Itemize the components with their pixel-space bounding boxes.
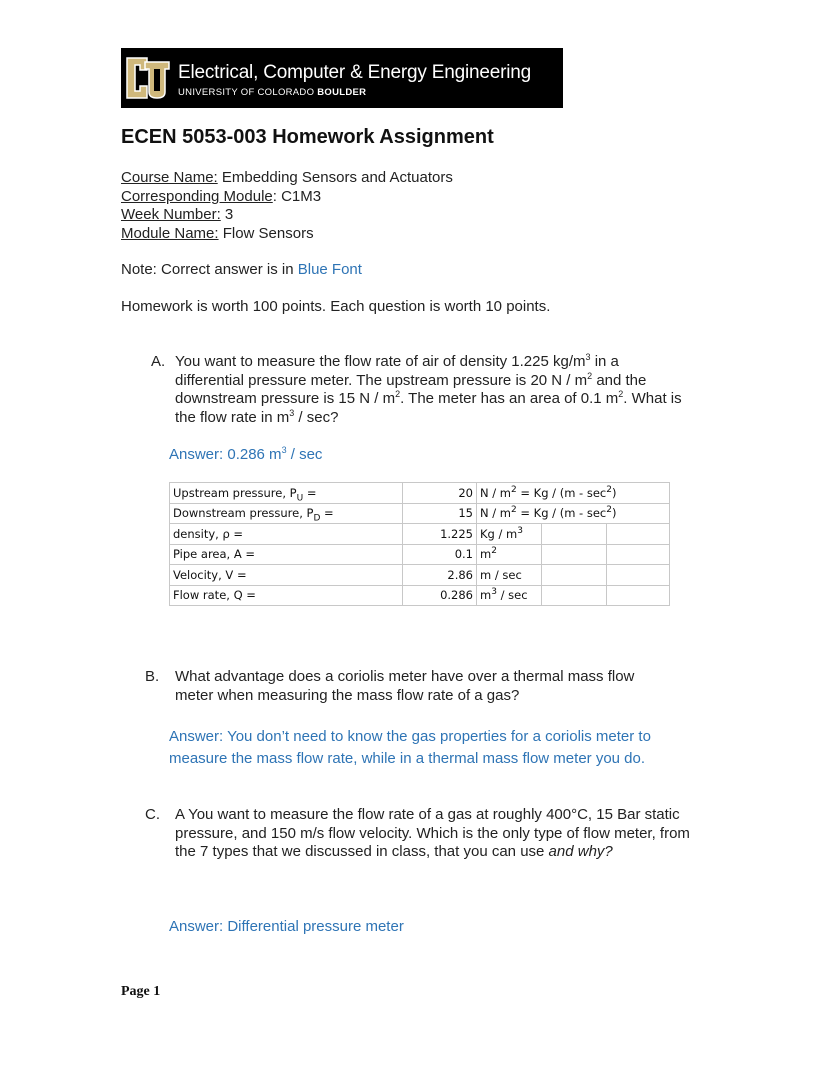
row-unit: $m^3$ / sec [477, 585, 542, 606]
row-value: 2.86 [403, 565, 477, 586]
empty-cell [542, 524, 607, 545]
row-label: Downstream pressure, $P_D$ = [170, 503, 403, 524]
empty-cell [607, 565, 670, 586]
page-title: ECEN 5053-003 Homework Assignment [121, 126, 494, 148]
question-b-text: What advantage does a coriolis meter have over a thermal mass flow meter when measuring the mass flow rate of a gas? [175, 668, 635, 704]
table-row [170, 503, 670, 524]
row-unit: $N / m^2 = Kg / (m - \sec^2)$ [477, 503, 670, 524]
calculation-table [169, 482, 670, 606]
empty-cell [607, 585, 670, 606]
page-number: Page 1 [121, 984, 161, 999]
question-c-label: C. [145, 806, 160, 823]
answer-b: Answer: You don’t need to know the gas properties for a coriolis meter to measure the mass flow rate, while in a thermal mass flow meter you do. [169, 728, 651, 767]
week-line: Week Number: 3 [121, 206, 234, 223]
table-row [170, 524, 670, 545]
row-value: 1.225 [403, 524, 477, 545]
row-unit: m / sec [477, 565, 542, 586]
question-a-text: You want to measure the flow rate of air of density 1.225 $kg/m^3$ in a differential pressure meter. The upstream pressure is 20 N / $m^2$ and the downstream pressure is 15 N / $m^2$. The meter has an area of 0.1 $m^2$. What is the flow rate in $m^3$ / sec? [175, 352, 682, 427]
banner-title: Electrical, Computer & Energy Engineering [178, 62, 531, 83]
row-value: 0.286 [403, 585, 477, 606]
row-unit: Kg / $m^3$ [477, 524, 542, 545]
row-label: Velocity, V = [170, 565, 403, 586]
table-row [170, 483, 670, 504]
question-c-text: A You want to measure the flow rate of a gas at roughly 400°C, 15 Bar static pressure, and 150 m/s flow velocity. Which is the only type of flow meter, from the 7 types that we discussed in class, that you can use and why? [175, 806, 690, 861]
row-label: density, ρ = [170, 524, 403, 545]
answer-note: Note: Correct answer is in Blue Font [121, 261, 362, 278]
question-a-label: A. [151, 353, 166, 370]
empty-cell [542, 585, 607, 606]
answer-a: Answer: 0.286 $m^3$ / sec [169, 445, 323, 463]
row-label: Flow rate, Q = [170, 585, 403, 606]
empty-cell [542, 565, 607, 586]
course-name-line: Course Name: Embedding Sensors and Actuators [121, 169, 453, 186]
row-value: 0.1 [403, 544, 477, 565]
module-line: Corresponding Module: C1M3 [121, 188, 322, 205]
cu-logo-icon [125, 54, 171, 102]
table-row [170, 585, 670, 606]
empty-cell [607, 544, 670, 565]
empty-cell [607, 524, 670, 545]
question-b-label: B. [145, 668, 160, 685]
module-name-line: Module Name: Flow Sensors [121, 225, 314, 242]
row-unit: $m^2$ [477, 544, 542, 565]
points-statement: Homework is worth 100 points. Each question is worth 10 points. [121, 298, 551, 315]
table-row [170, 565, 670, 586]
answer-c: Answer: Differential pressure meter [169, 918, 404, 935]
header-banner [121, 48, 563, 108]
empty-cell [542, 544, 607, 565]
row-unit: $N / m^2 = Kg / (m - \sec^2)$ [477, 483, 670, 504]
banner-subtitle: UNIVERSITY OF COLORADO BOULDER [178, 87, 367, 98]
row-label: Pipe area, A = [170, 544, 403, 565]
row-value: 15 [403, 503, 477, 524]
row-value: 20 [403, 483, 477, 504]
row-label: Upstream pressure, $P_U$ = [170, 483, 403, 504]
table-row [170, 544, 670, 565]
